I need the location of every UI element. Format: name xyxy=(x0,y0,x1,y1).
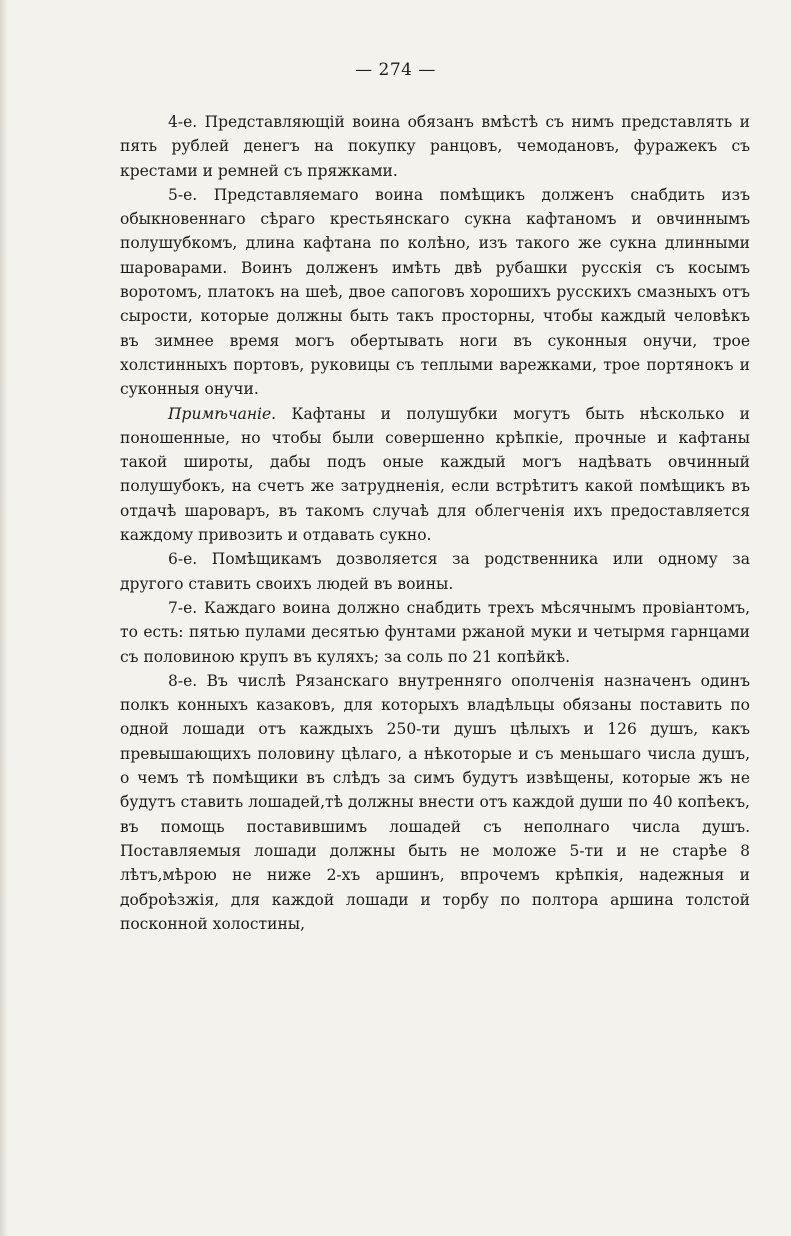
scan-edge-shadow xyxy=(0,0,8,1236)
paragraph-7: 7-е. Каждаго воина должно снабдить трехъ мѣсячнымъ провіантомъ, то есть: пятью пулами десятью фунтами ржаной муки и четырмя гарнцами съ половиною крупъ въ куляхъ; за соль по 21 копѣйкѣ. xyxy=(120,598,750,666)
note-text: Кафтаны и полушубки могутъ быть нѣсколько и поношенные, но чтобы были совершенно крѣпкіе, прочные и кафтаны такой широты, дабы подъ оные каждый могъ надѣвать овчинный полушубокъ, на счетъ же затрудненія, если встрѣтитъ какой помѣщикъ въ отдачѣ шароваръ, въ такомъ случаѣ для облегченія ихъ предоставляется каждому привозить и отдавать сукно. xyxy=(120,404,751,545)
paragraph-8: 8-е. Въ числѣ Рязанскаго внутренняго ополченія назначенъ одинъ полкъ конныхъ казаковъ, для которыхъ владѣльцы обязаны поставить по одной лошади отъ каждыхъ 250-ти душъ цѣлыхъ и 126 душъ, какъ превышающихъ половину цѣлаго, а нѣкоторые и съ меньшаго числа душъ, о чемъ тѣ помѣщики въ слѣдъ за симъ будутъ извѣщены, которые жъ не будутъ ставить лошадей,тѣ должны внести отъ каждой души по 40 копѣекъ, въ помощь поставившимъ лошадей съ неполнаго числа душъ. Поставляемыя лошади должны быть не моложе 5-ти и не старѣе 8 лѣтъ,мѣрою не ниже 2-хъ аршинъ, впрочемъ крѣпкія, надежныя и доброѣзжія, для каждой лошади и торбу по полтора аршина толстой посконной холостины, xyxy=(120,671,750,933)
note-paragraph xyxy=(120,402,750,548)
page-number: — 274 — xyxy=(355,60,436,80)
note-label: Примѣчаніе. xyxy=(168,404,277,423)
paragraph-5: 5-е. Представляемаго воина помѣщикъ долженъ снабдить изъ обыкновеннаго сѣраго крестьянскаго сукна кафтаномъ и овчиннымъ полушубкомъ, длина кафтана по колѣно, изъ такого же сукна длинными шароварами. Воинъ долженъ имѣть двѣ рубашки русскія съ косымъ воротомъ, платокъ на шеѣ, двое сапоговъ хорошихъ русскихъ смазныхъ отъ сырости, которые должны быть такъ просторны, чтобы каждый человѣкъ въ зимнее время могъ обертывать ноги въ суконныя онучи, трое холстинныхъ портовъ, руковицы съ теплыми варежками, трое портянокъ и суконныя онучи. xyxy=(120,185,750,399)
paragraph-6: 6-е. Помѣщикамъ дозволяется за родственника или одному за другого ставить своихъ людей въ воины. xyxy=(120,550,750,593)
paragraph-4: 4-е. Представляющій воина обязанъ вмѣстѣ съ нимъ представлять и пять рублей денегъ на покупку ранцовъ, чемодановъ, фуражекъ съ крестами и ремней съ пряжками. xyxy=(120,113,750,180)
body-text xyxy=(120,110,750,936)
